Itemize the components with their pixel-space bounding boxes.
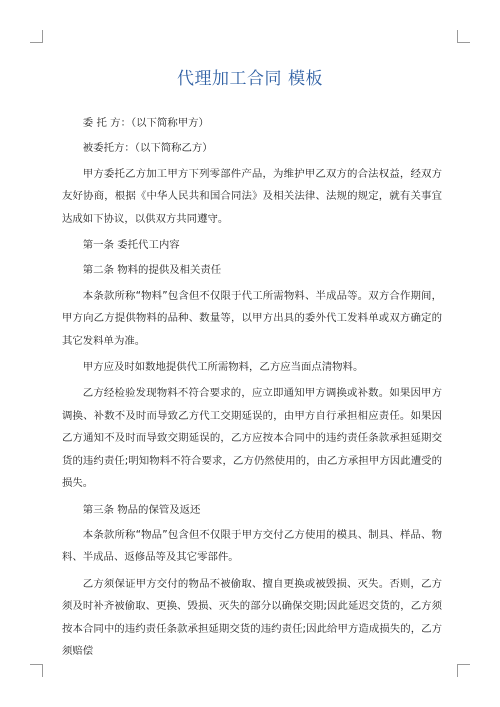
crop-mark-top-right: [457, 30, 470, 43]
crop-mark-top-left: [30, 30, 43, 43]
article-2-paragraph-3: 乙方经检验发现物料不符合要求的，应立即通知甲方调换或补数。如果因甲方调换、补数不及时而导致乙方代工交期延误的，由甲方自行承担相应责任。如果因乙方通知不及时而导致交期延误的，乙方应按本合同中的违约责任条款承担延期交货的违约责任;明知物料不符合要求，乙方仍然使用的，由乙方承担甲方因此遭受的损失。: [62, 387, 442, 490]
crop-mark-bottom-left: [30, 664, 43, 677]
article-2-heading: 第二条 物料的提供及相关责任: [82, 264, 222, 277]
article-3-paragraph-1: 本条款所称“物品”包含但不仅限于甲方交付乙方使用的模具、制具、样品、物料、半成品、返修品等及其它零部件。: [62, 528, 442, 564]
article-1-heading: 第一条 委托代工内容: [82, 239, 180, 252]
article-2-paragraph-1: 本条款所称“物料”包含但不仅限于代工所需物料、半成品等。双方合作期间，甲方向乙方提供物料的品种、数量等，以甲方出具的委外代工发料单或双方确定的其它发料单为准。: [62, 289, 442, 347]
party-b-line: 被委托方：（以下简称乙方）: [82, 142, 213, 155]
document-title: 代理加工合同 模板: [177, 69, 323, 89]
crop-mark-bottom-right: [457, 664, 470, 677]
article-3-paragraph-2: 乙方须保证甲方交付的物品不被偷取、擅自更换或被毁损、灭失。否则，乙方须及时补齐被偷取、更换、毁损、灭失的部分以确保交期;因此延迟交货的，乙方须按本合同中的违约责任条款承担延期交货的违约责任;因此给甲方造成损失的，乙方须赔偿: [62, 577, 442, 657]
preamble-paragraph: 甲方委托乙方加工甲方下列零部件产品，为维护甲乙双方的合法权益，经双方友好协商，根据《中华人民共和国合同法》及相关法律、法规的规定，就有关事宜达成如下协议，以供双方共同遵守。: [62, 167, 442, 225]
article-2-paragraph-2: 甲方应及时如数地提供代工所需物料，乙方应当面点清物料。: [82, 361, 364, 374]
party-a-line: 委 托 方：（以下简称甲方）: [82, 117, 209, 129]
article-3-heading: 第三条 物品的保管及返还: [82, 503, 201, 516]
document-body: [62, 112, 442, 666]
